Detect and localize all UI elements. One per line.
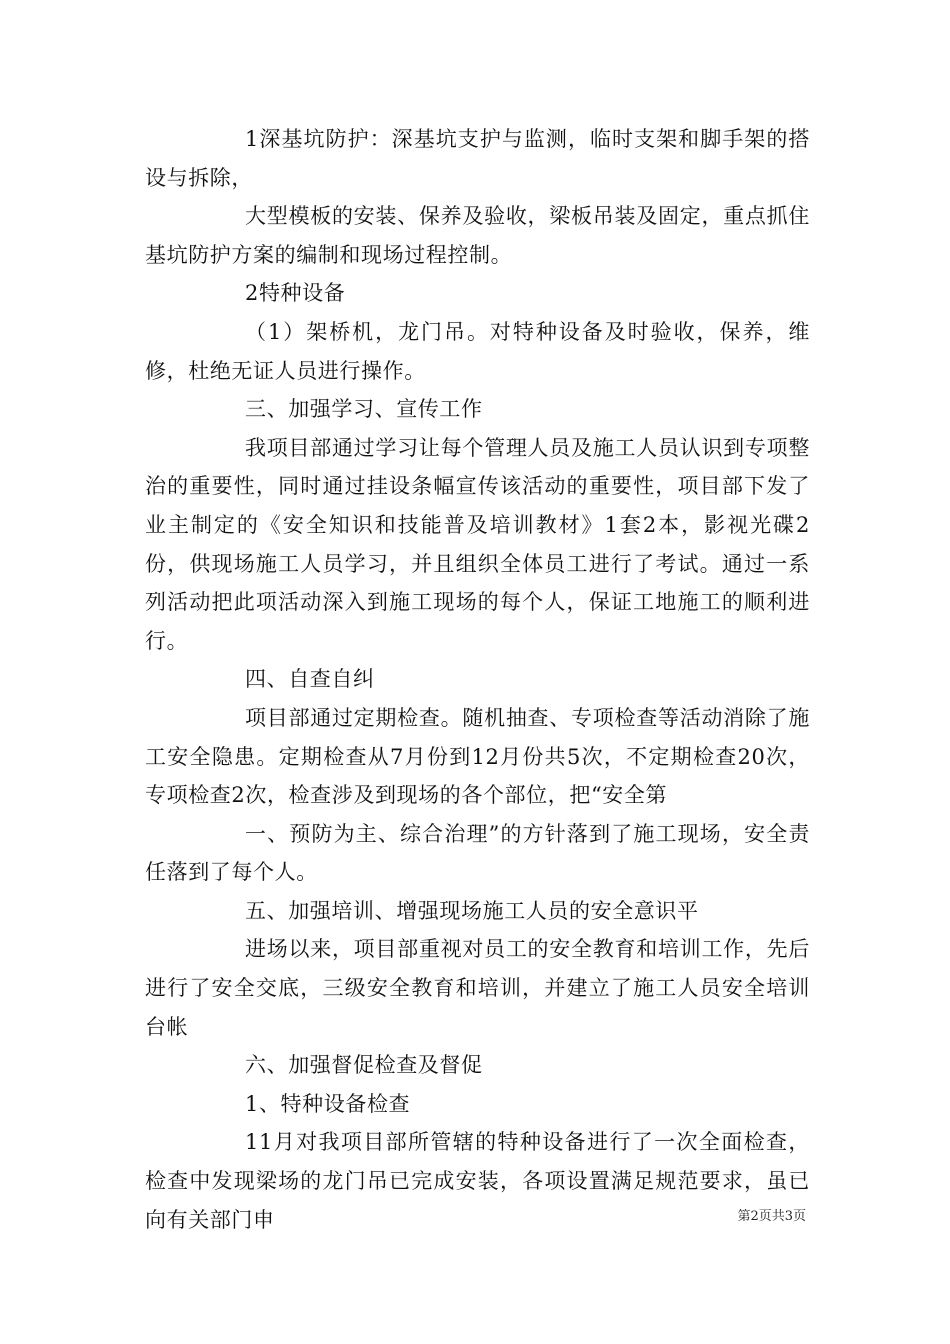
paragraph-formwork: 大型模板的安装、保养及验收，梁板吊装及固定，重点抓住基坑防护方案的编制和现场过程控制。 bbox=[145, 204, 810, 267]
heading-supervision: 六、加强督促检查及督促 bbox=[245, 1053, 483, 1078]
document-body bbox=[145, 120, 810, 1239]
paragraph-safety-policy: 一、预防为主、综合治理”的方针落到了施工现场，安全责任落到了每个人。 bbox=[145, 821, 810, 885]
paragraph-bridge-crane: （1）架桥机，龙门吊。对特种设备及时验收，保养，维修，杜绝无证人员进行操作。 bbox=[145, 319, 810, 383]
heading-special-equipment: 2特种设备 bbox=[245, 281, 346, 306]
paragraph-deep-pit-protection: 1深基坑防护：深基坑支护与监测，临时支架和脚手架的搭设与拆除， bbox=[145, 127, 810, 190]
heading-equipment-check: 1、特种设备检查 bbox=[245, 1091, 411, 1116]
paragraph-study-publicity: 我项目部通过学习让每个管理人员及施工人员认识到专项整治的重要性，同时通过挂设条幅宣传该活动的重要性，项目部下发了业主制定的《安全知识和技能普及培训教材》1套2本，影视光碟2份，供现场施工人员学习，并且组织全体员工进行了考试。通过一系列活动把此项活动深入到施工现场的每个人，保证工地施工的顺利进行。 bbox=[145, 435, 810, 653]
heading-study-publicity: 三、加强学习、宣传工作 bbox=[245, 397, 483, 422]
paragraph-self-inspection: 项目部通过定期检查。随机抽查、专项检查等活动消除了施工安全隐患。定期检查从7月份到12月份共5次，不定期检查20次，专项检查2次，检查涉及到现场的各个部位，把“安全第 bbox=[145, 705, 810, 808]
paragraph-training: 进场以来，项目部重视对员工的安全教育和培训工作，先后进行了安全交底，三级安全教育和培训，并建立了施工人员安全培训台帐 bbox=[145, 937, 810, 1039]
heading-training: 五、加强培训、增强现场施工人员的安全意识平 bbox=[245, 898, 699, 923]
paragraph-equipment-check: 11月对我项目部所管辖的特种设备进行了一次全面检查，检查中发现梁场的龙门吊已完成安装，各项设置满足规范要求，虽已向有关部门申 bbox=[145, 1130, 810, 1232]
heading-self-inspection: 四、自查自纠 bbox=[245, 667, 375, 692]
page-number: 第2页共3页 bbox=[737, 1209, 806, 1224]
